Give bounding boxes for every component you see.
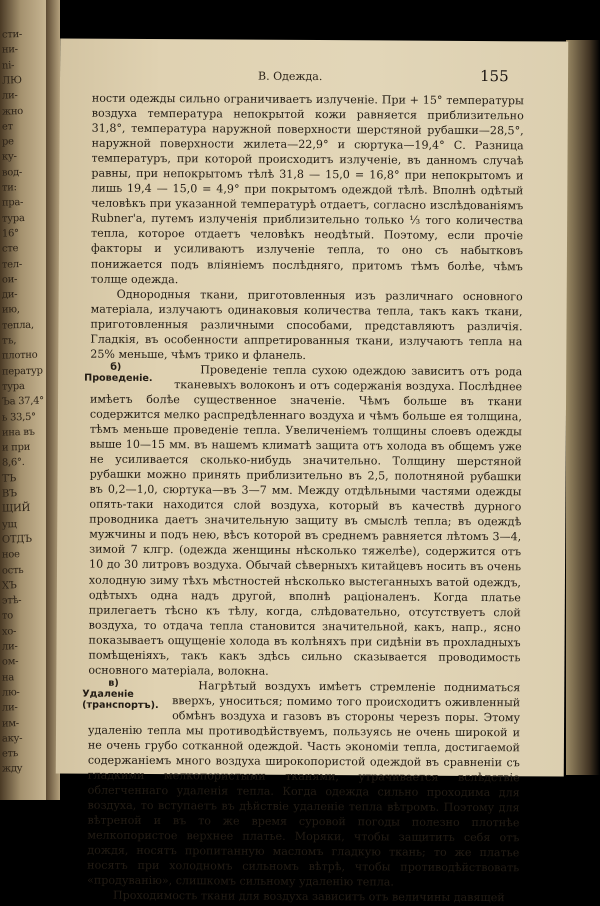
left-page-fragment: ина въ <box>1 426 35 439</box>
paragraph-1: ности одежды сильно ограничиваетъ излученіе. При + 15° температуры воздуха температура непокрытой кожи равняется приблизительно 31,8°, температура наружной поверхности шерстяной рубашки—28,5°, наружной поверхности жилета—22,9° и сюртука—19,4° С. Разница температуръ, при которой происходитъ излученіе, въ данномъ случаѣ равны, при непокрытомъ тѣлѣ 31,8 — 15,0 = 16,8° при непокрытомъ и лишь 19,4 — 15,0 = 4,9° при покрытомъ одеждой тѣлѣ. Вполнѣ одѣтый человѣкъ при указанной температурѣ отдаетъ, согласно изслѣдованіямъ Rubner'a, путемъ излученія приблизительно только ⅓ того количества тепла, которое отдаетъ человѣкъ неодѣтый. Поэтому, если прочіе факторы и усиливаютъ излученіе тепла, то оно съ набытковъ понижается подъ вліяніемъ послѣдняго, притомъ тѣмъ болѣе, чѣмъ толще одежда. <box>90 91 524 286</box>
left-page-fragment: пра- <box>1 197 24 209</box>
left-page-fragment: тъ, <box>1 335 17 347</box>
left-page-fragment: еть <box>1 748 19 760</box>
left-page-fragment: ли- <box>1 702 18 714</box>
left-page-fragment: ператур <box>1 365 43 378</box>
page-edge <box>566 40 600 775</box>
left-page-fragment: тел- <box>1 258 23 271</box>
left-page <box>0 0 46 800</box>
section-title: В. Одежда. <box>257 69 323 84</box>
left-page-fragment: ти: <box>1 182 17 194</box>
left-page-fragment: ХЪ <box>1 579 17 592</box>
left-page-fragment: ь 33,5° <box>1 411 36 424</box>
left-page-fragment: аку- <box>1 732 23 745</box>
left-page-fragment: тура <box>1 212 25 225</box>
left-page-fragment: ni- <box>1 59 15 72</box>
left-page-fragment: ли- <box>1 641 18 653</box>
left-page-fragment: им- <box>1 717 20 730</box>
left-page-fragment: ное <box>1 549 20 561</box>
left-page-fragment: Ъа 37,4° <box>1 395 45 408</box>
left-page-fragment: ВЪ <box>1 488 17 500</box>
left-page-fragment: 8,6°. <box>1 457 25 469</box>
paragraph-5: Проходимость ткани для воздуха зависитъ отъ величины давящей <box>112 889 505 905</box>
page-number: 155 <box>479 67 509 86</box>
paragraph-4-text: Нагрѣтый воздухъ имѣетъ стремленіе подниматься вверхъ, уноситься; помимо того происходитъ оживленный обмѣнъ воздуха и газовъ въ стороны черезъ поры. Этому удаленію тепла мы противодѣйствуемъ, пользуясь не очень широкой и не очень грубо сотканной одеждой. Часть экономіи тепла, достигаемой содержаніемъ много воздуха широкопористой одеждой въ сравненіи съ гладкими мелкопористыми тканями, утрачивается вслѣдствіе облегченнаго удаленія тепла. Когда одежда сильно проходима для воздуха, то вступаетъ въ дѣйствіе удаленіе тепла вѣтромъ. Поэтому для вѣтреной и въ то же время суровой погоды полезно плотнѣе мелкопористое верхнее платье. Моряки, чтобы защитить себя отъ дождя, носятъ пропитанную масломъ гладкую ткань; то же платье носятъ при холодномъ сильномъ вѣтрѣ, чтобы противодѣйствовать «продуванію», слишкомъ сильному удаленію тепла. <box>87 679 521 889</box>
paragraph-4 <box>82 677 521 890</box>
left-page-fragment: сте <box>1 243 19 255</box>
left-page-fragment: 16° <box>1 228 19 240</box>
left-page-fragment: ЛЮ <box>1 74 22 87</box>
left-page-fragment: жду <box>1 763 23 775</box>
left-page-fragment: на <box>1 671 15 684</box>
paragraph-3-text: Проведеніе тепла сухою одеждою зависитъ отъ рода тканевыхъ волоконъ и отъ содержанія воздуха. Послѣднее имѣетъ болѣе существенное значеніе. Чѣмъ больше въ ткани содержится мелко распредѣленнаго воздуха и чѣмъ больше ея толщина, тѣмъ меньше проведеніе тепла. Увеличеніемъ толщины слоевъ одежды выше 10—15 мм. въ нашемъ климатѣ защита отъ холода въ общемъ уже не усиливается сколько-нибудь значительно. Толщину шерстяной рубашки можно принять приблизительно въ 2,5, полотняной рубашки въ 0,2—1,0, сюртука—въ 3—7 мм. Между отдѣльными частями одежды опять-таки находится слой воздуха, который въ качествѣ дурного проводника даетъ значительную защиту въ смыслѣ тепла; въ одеждѣ мужчины и подъ нею, вѣсъ которой въ среднемъ равняется лѣтомъ 3—4, зимой 7 клгр. (одежда женщины нѣсколько тяжелѣе), содержится отъ 10 до 30 литровъ воздуха. Обычай сѣверныхъ китайцевъ носить въ очень холодную зиму тѣхъ мѣстностей нѣсколько выстеганныхъ ватой одеждъ, одѣтыхъ одна надъ другой, вполнѣ раціоналенъ. Когда платье прилегаетъ тѣсно къ тѣлу, когда, слѣдовательно, отсутствуетъ слой воздуха, то отдача тепла становится значительной, какъ, напр., ясно показываетъ ощущеніе холода въ колѣняхъ при сидѣніи въ прохладныхъ помѣщеніяхъ, такъ какъ здѣсь сильно сказывается проводимость основного матеріала, волокна. <box>88 363 523 678</box>
left-page-fragment: ТЪ <box>1 472 17 485</box>
left-page-fragment: вод- <box>1 166 23 179</box>
body-text <box>82 91 524 906</box>
sidenote-removal: в) Удаленіе (транспортъ). <box>82 677 159 711</box>
left-page-fragment: ку- <box>1 151 17 163</box>
left-page-fragment: этѣ- <box>1 595 22 607</box>
left-page-fragment: жно <box>1 105 24 118</box>
left-page-fragment: ди- <box>1 289 18 301</box>
left-page-fragment: ни- <box>1 44 18 56</box>
left-page-fragment: лю- <box>1 687 20 699</box>
left-page-fragment: ущ <box>1 518 17 531</box>
left-page-fragment: и при <box>1 441 31 454</box>
paragraph-2: Однородныя ткани, приготовленныя изъ различнаго основного матеріала, излучаютъ одинаковыя количества тепла, такъ какъ ткани, приготовленныя различными способами, представляютъ различія. Гладкія, въ особенности аппретированныя ткани, излучаютъ тепла на 25% меньше, чѣмъ трико и фланель. <box>90 287 523 362</box>
left-page-fragment: сти- <box>1 29 23 41</box>
left-page-fragment: хо- <box>1 625 17 638</box>
left-page-fragment: ли- <box>1 90 18 102</box>
left-page-fragment: тура <box>1 380 25 393</box>
left-page-fragment: ет <box>1 121 13 133</box>
sidenote-conduction: б) Проведеніе. <box>84 361 153 384</box>
left-page-fragment: ию, <box>1 304 20 316</box>
paragraph-3 <box>84 361 523 680</box>
left-page-fragment: ом- <box>1 656 19 668</box>
left-page-fragment: ость <box>1 564 24 577</box>
left-page-fragment: ои- <box>1 273 18 286</box>
running-header <box>60 64 568 87</box>
left-page-fragment: ре <box>1 136 14 148</box>
left-page-fragment: то <box>1 610 14 622</box>
left-page-fragment: ЩИЙ <box>1 503 31 515</box>
right-page <box>56 38 568 905</box>
left-page-fragment: ОТДЪ <box>1 533 32 546</box>
left-page-fragment: тепла, <box>1 319 34 332</box>
left-page-fragment: плотно <box>1 349 38 362</box>
